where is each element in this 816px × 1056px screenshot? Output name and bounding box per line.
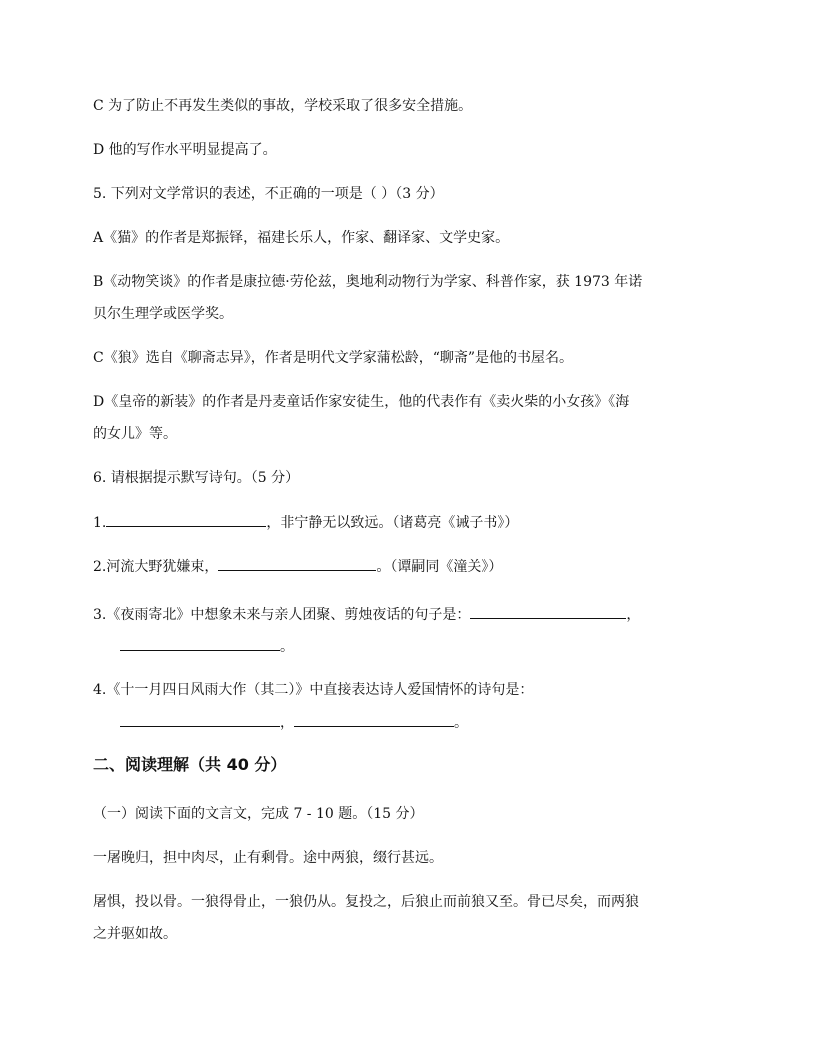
section-2-heading: 二、阅读理解（共 40 分）: [93, 755, 287, 774]
q6-item-4-mid: ，: [280, 715, 294, 731]
q6-item-2-suffix: 。（谭嗣同《潼关》）: [376, 559, 503, 575]
q6-item-2: [93, 556, 502, 577]
q6-item-3-suffix: ，: [626, 607, 641, 623]
q6-item-1-prefix: 1.: [93, 515, 107, 531]
q5-option-d-line1: D《皇帝的新装》的作者是丹麦童话作家安徒生，他的代表作有《卖火柴的小女孩》《海: [93, 394, 630, 410]
q6-item-3-prefix: 3.《夜雨寄北》中想象未来与亲人团聚、剪烛夜话的句子是：: [93, 607, 471, 623]
choice-d: D 他的写作水平明显提高了。: [93, 142, 277, 158]
q6-item-2-prefix: 2.河流大野犹嫌束，: [93, 559, 219, 575]
q6-item-4-line2: [120, 712, 468, 733]
choice-c: C 为了防止不再发生类似的事故，学校采取了很多安全措施。: [93, 98, 473, 114]
q6-item-3-line2: [120, 636, 294, 657]
q5-option-a: A《猫》的作者是郑振铎，福建长乐人，作家、翻译家、文学史家。: [93, 230, 510, 246]
answer-blank[interactable]: [120, 636, 280, 651]
answer-blank[interactable]: [470, 604, 626, 619]
q6-item-1: [93, 512, 518, 533]
passage-paragraph-2-line1: 屠惧，投以骨。一狼得骨止，一狼仍从。复投之，后狼止而前狼又至。骨已尽矣，而两狼: [93, 894, 639, 910]
answer-blank[interactable]: [120, 712, 280, 727]
q6-item-3-line2-suffix: 。: [280, 639, 294, 655]
q5-option-b-line2: 贝尔生理学或医学奖。: [93, 306, 233, 322]
question-6-stem: 6. 请根据提示默写诗句。（5 分）: [93, 470, 300, 486]
q5-option-b-line1: B《动物笑谈》的作者是康拉德·劳伦兹，奥地利动物行为学家、科普作家，获 1973 年诺: [93, 274, 643, 290]
q6-item-4-end: 。: [454, 715, 468, 731]
question-5-stem: 5. 下列对文学常识的表述，不正确的一项是（ ）（3 分）: [93, 186, 444, 202]
section-2-subheading: （一）阅读下面的文言文，完成 7 - 10 题。（15 分）: [93, 806, 424, 822]
passage-paragraph-1: 一屠晚归，担中肉尽，止有剩骨。途中两狼，缀行甚远。: [93, 850, 443, 866]
q6-item-3: [93, 604, 640, 625]
q5-option-d-line2: 的女儿》等。: [93, 426, 177, 442]
q6-item-4: 4.《十一月四日风雨大作（其二）》中直接表达诗人爱国情怀的诗句是：: [93, 682, 534, 698]
answer-blank[interactable]: [294, 712, 454, 727]
q6-item-1-suffix: ，非宁静无以致远。（诸葛亮《诫子书》）: [266, 515, 519, 531]
answer-blank[interactable]: [106, 512, 266, 527]
answer-blank[interactable]: [218, 556, 376, 571]
q5-option-c: C《狼》选自《聊斋志异》，作者是明代文学家蒲松龄，“聊斋”是他的书屋名。: [93, 350, 574, 366]
passage-paragraph-2-line2: 之并驱如故。: [93, 926, 177, 942]
